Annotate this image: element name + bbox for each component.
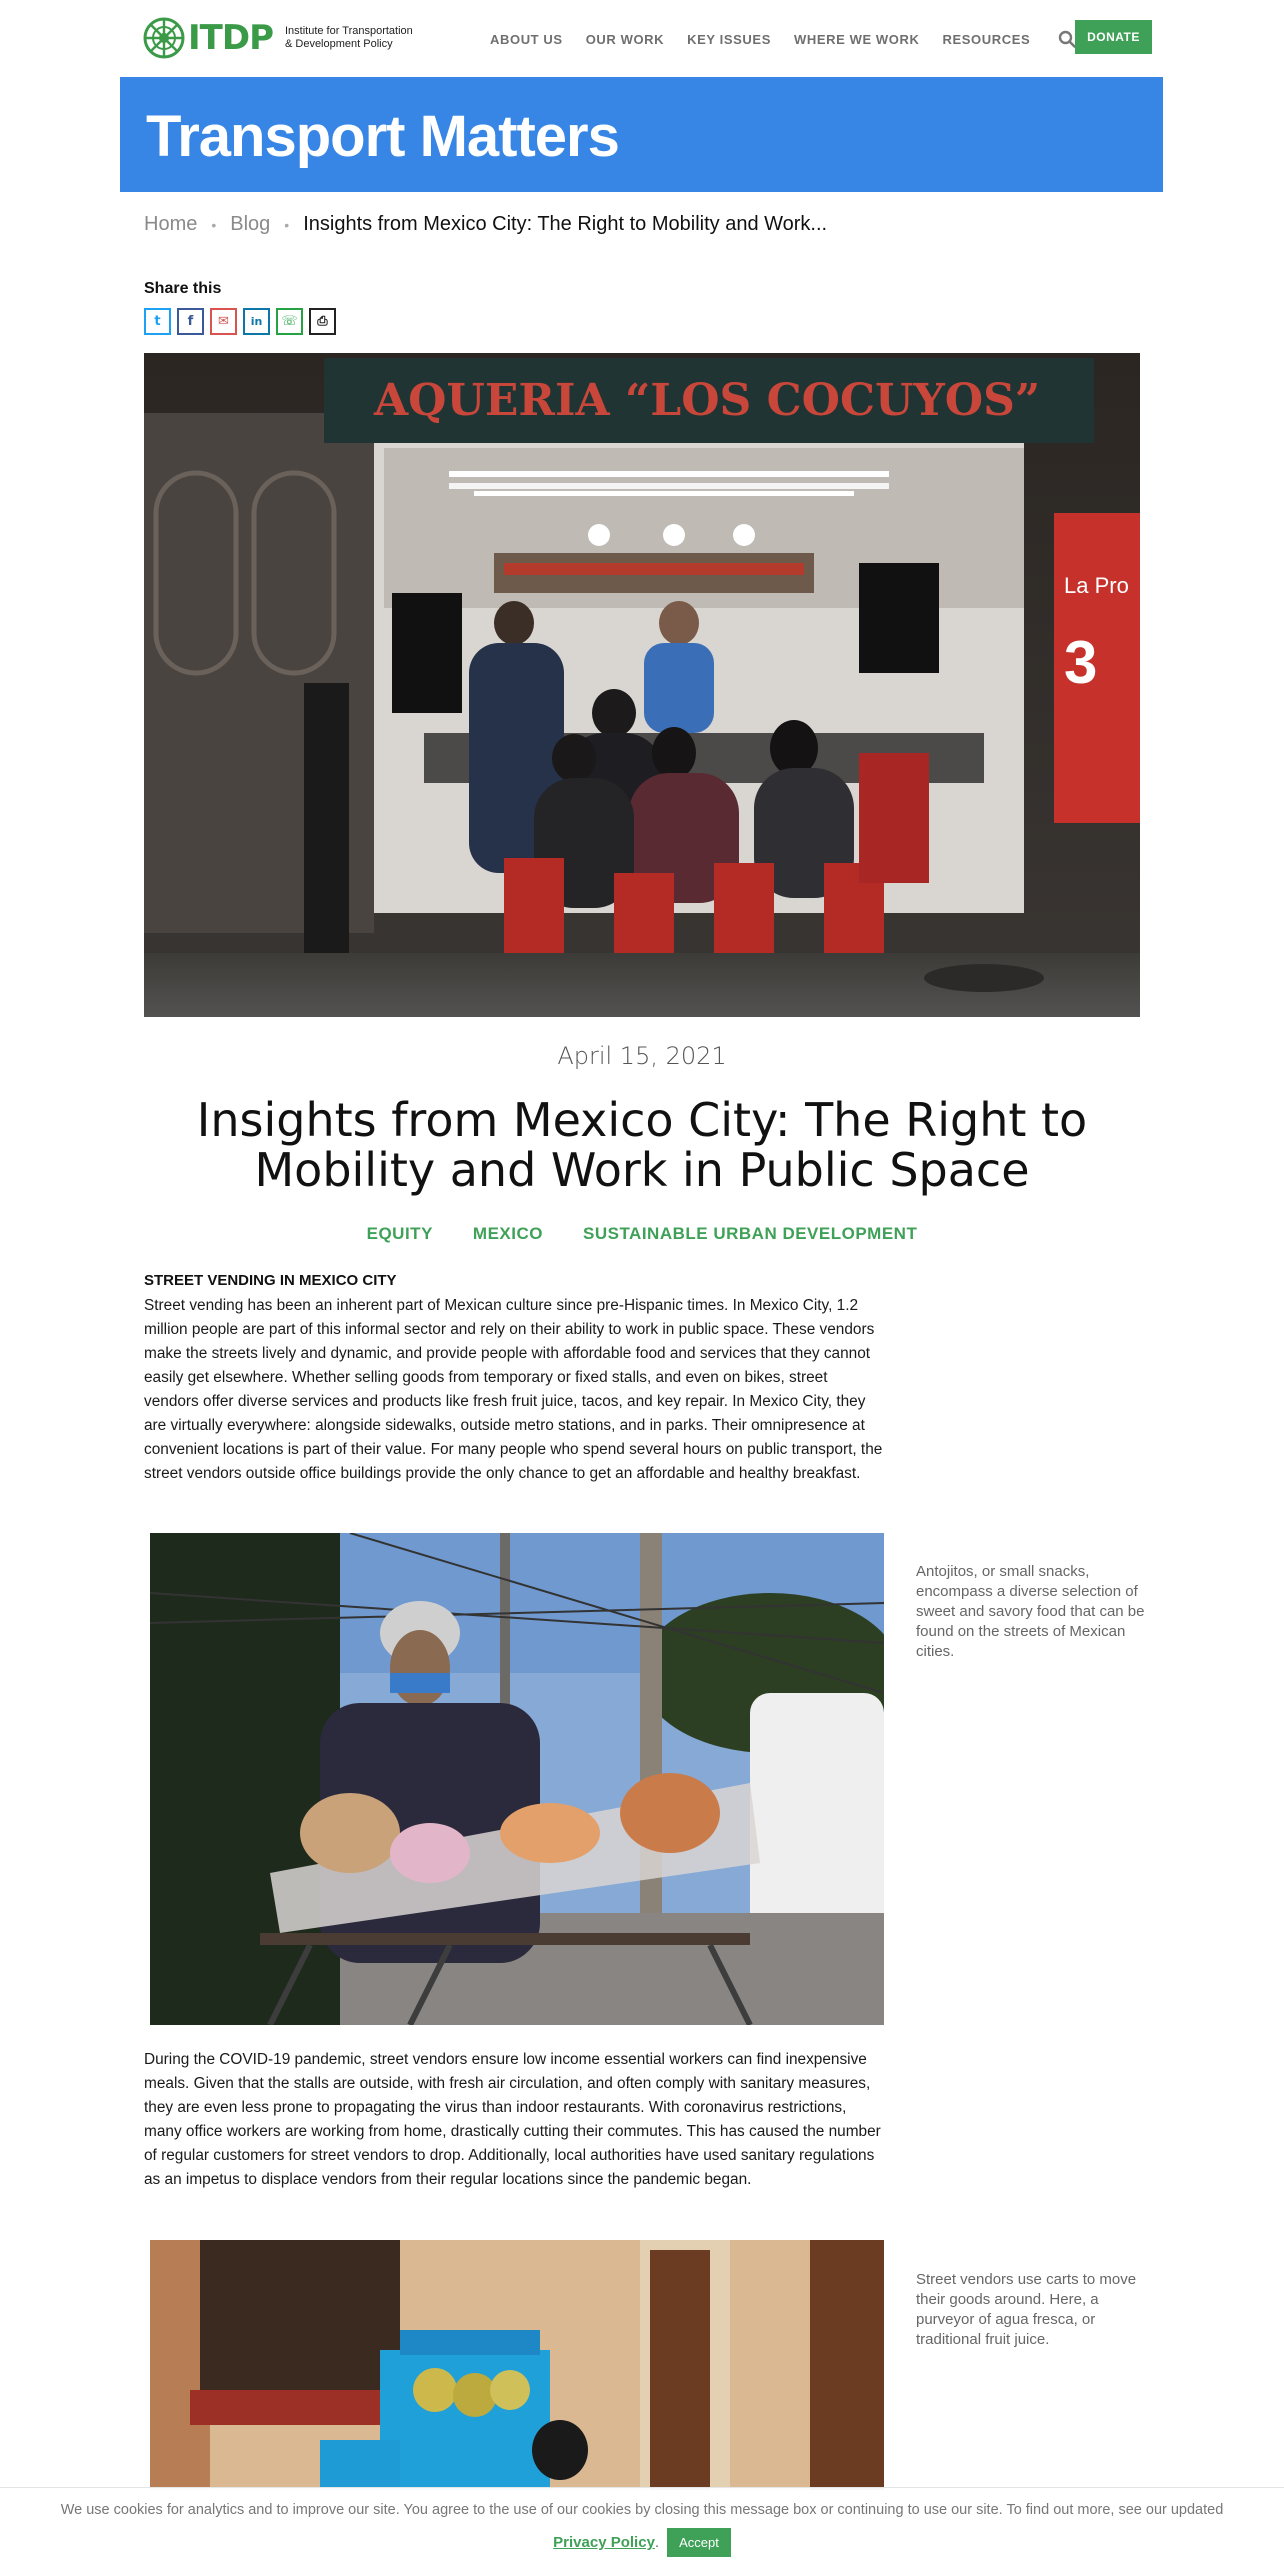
article-tags (0, 1224, 1284, 1244)
donate-button[interactable]: DONATE (1075, 20, 1152, 54)
nav-resources[interactable]: RESOURCES (942, 31, 1031, 47)
privacy-policy-link[interactable]: Privacy Policy (553, 2534, 655, 2551)
facebook-icon[interactable]: f (177, 308, 204, 335)
nav-key-issues[interactable]: KEY ISSUES (687, 31, 771, 47)
taqueria-sign: AQUERIA “LOS COCUYOS” (374, 375, 1041, 426)
breadcrumb-home[interactable]: Home (144, 213, 198, 235)
banner-title: Transport Matters (146, 104, 619, 169)
nav-where-we-work[interactable]: WHERE WE WORK (793, 31, 920, 47)
breadcrumb-separator-icon: • (284, 216, 290, 233)
article-paragraph-2: During the COVID-19 pandemic, street vendors ensure low income essential workers can find inexpensive meals. Given that the stalls are outside, with fresh air circulation, and often comply with sanitary measures, they are even less prone to propagating the virus than indoor restaurants. With coronavirus restrictions, many office workers are working from home, drastically cutting their commutes. This has caused the number of regular customers for street vendors to drop. Additionally, local authorities have used sanitary regulations as an impetus to displace vendors from their regular locations since the pandemic began. (144, 2051, 881, 2188)
tag-mexico[interactable]: MEXICO (472, 1224, 543, 1243)
blog-banner (120, 77, 1163, 192)
tag-equity[interactable]: EQUITY (366, 1224, 433, 1243)
promo-text-decor: La Pro (1064, 573, 1129, 598)
accept-cookies-button[interactable]: Accept (667, 2528, 731, 2557)
site-header (0, 0, 1284, 76)
article-title: Insights from Mexico City: The Right to Mobility and Work in Public Space (196, 1093, 1088, 1197)
search-icon[interactable] (1058, 30, 1076, 48)
itdp-logo-icon (143, 17, 185, 59)
promo-number-decor: 3 (1064, 629, 1098, 696)
agua-fresca-cart-photo (150, 2240, 884, 2490)
nav-our-work[interactable]: OUR WORK (585, 31, 665, 47)
tag-sustainable-urban-development[interactable]: SUSTAINABLE URBAN DEVELOPMENT (582, 1224, 918, 1243)
logo-subtitle: Institute for Transportation & Development Policy (284, 25, 413, 50)
caption-agua-fresca: Street vendors use carts to move their goods around. Here, a purveyor of agua fresca, or traditional fruit juice. (916, 2271, 1137, 2348)
article-date: April 15, 2021 (557, 1042, 727, 1070)
linkedin-icon[interactable]: in (243, 308, 270, 335)
section-heading: STREET VENDING IN MEXICO CITY (144, 1272, 397, 1289)
email-icon[interactable]: ✉ (210, 308, 237, 335)
taqueria-photo (144, 353, 1140, 1017)
whatsapp-icon[interactable]: ☏ (276, 308, 303, 335)
breadcrumb (144, 213, 827, 236)
breadcrumb-separator-icon: • (211, 216, 217, 233)
antojitos-photo (150, 1533, 884, 2025)
share-buttons (144, 308, 342, 335)
print-icon[interactable]: ⎙ (309, 308, 336, 335)
antojitos-photo-illustration (150, 1533, 884, 2025)
cookie-period: . (654, 2534, 660, 2551)
share-label: Share this (144, 280, 222, 297)
itdp-logo[interactable] (143, 17, 415, 59)
twitter-icon[interactable]: t (144, 308, 171, 335)
breadcrumb-blog[interactable]: Blog (230, 213, 271, 235)
cookie-banner (0, 2487, 1284, 2568)
main-nav (490, 30, 1104, 48)
caption-antojitos: Antojitos, or small snacks, encompass a diverse selection of sweet and savory food that can be found on the streets of Mexican cities. (916, 1563, 1145, 1660)
article-paragraph-1: Street vending has been an inherent part of Mexican culture since pre-Hispanic times. In Mexico City, 1.2 million people are part of this informal sector and rely on their ability to work in public space. These vendors make the streets lively and dynamic, and provide people with affordable food and services that they cannot easily get elsewhere. Whether selling goods from temporary or fixed stalls, and even on bikes, street vendors offer diverse services and products like fresh fruit juice, tacos, and key repair. In Mexico City, they are virtually everywhere: alongside sidewalks, outside metro stations, and in parks. Their omnipresence at convenient locations is part of their value. For many people who spend several hours on public transport, the street vendors outside office buildings provide the only chance to get an affordable and healthy breakfast. (144, 1297, 883, 1482)
cookie-actions (0, 2528, 1284, 2557)
nav-about-us[interactable]: ABOUT US (490, 31, 563, 47)
logo-wordmark: ITDP (188, 18, 273, 58)
cookie-message: We use cookies for analytics and to improve our site. You agree to the use of our cookies by closing this message box or continuing to use our site. To find out more, see our updated (60, 2502, 1224, 2518)
agua-fresca-cart-illustration (150, 2240, 884, 2490)
breadcrumb-current: Insights from Mexico City: The Right to Mobility and Work... (303, 213, 828, 235)
hero-image-taqueria (144, 353, 1140, 1017)
